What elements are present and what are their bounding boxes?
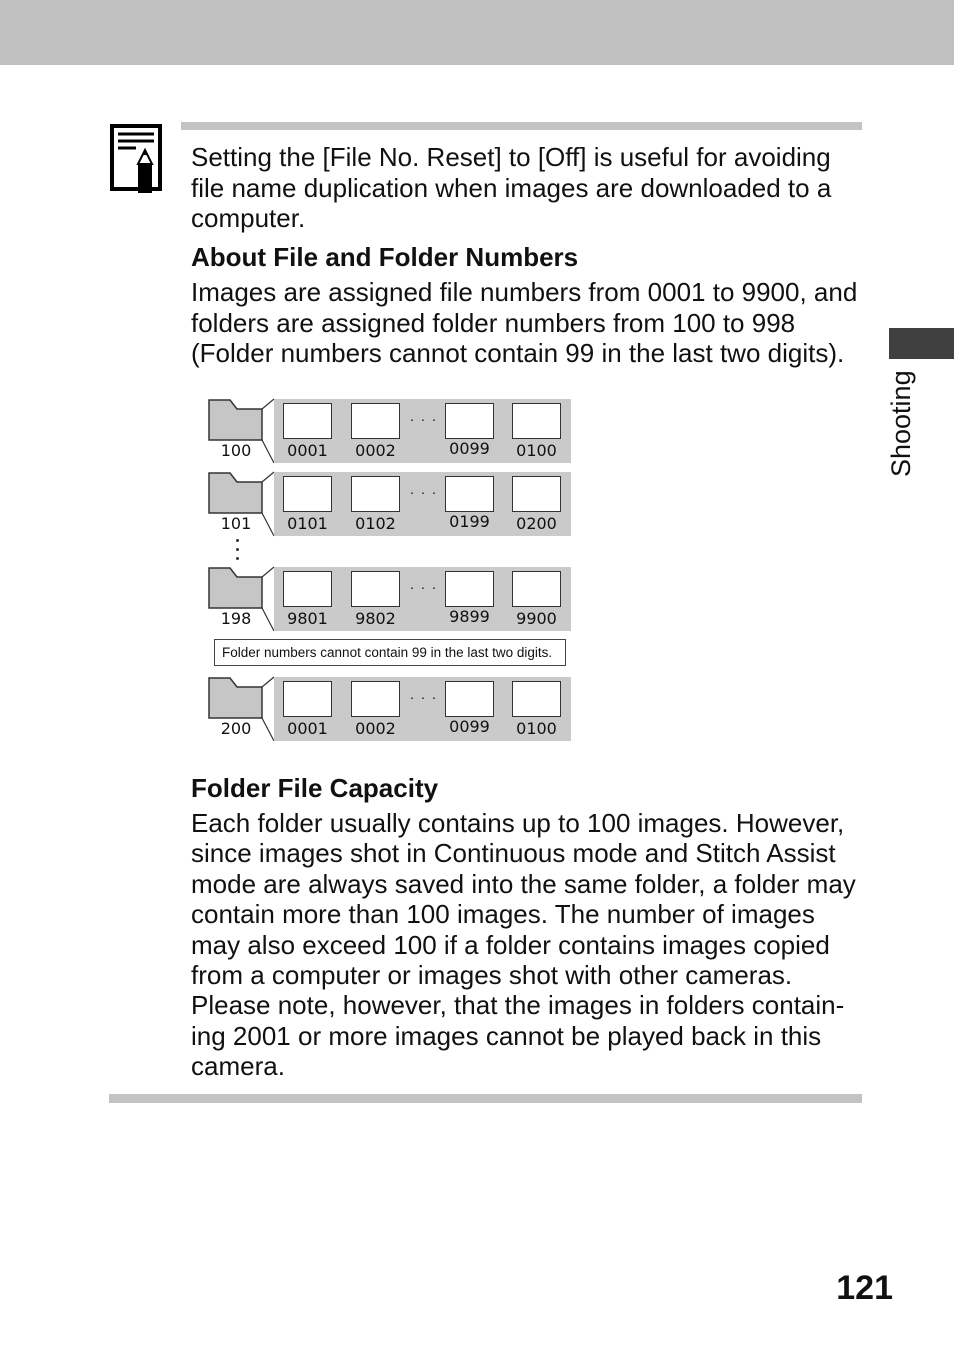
image-file-icon	[445, 681, 494, 717]
paragraph-line: Images are assigned file numbers from 0001 to 9900, and	[191, 277, 858, 307]
folder-file-diagram	[200, 390, 580, 750]
section-heading: About File and Folder Numbers	[191, 242, 579, 272]
note-pencil-icon	[108, 122, 166, 196]
folder-row	[200, 677, 580, 741]
paragraph-line: may also exceed 100 if a folder contains images copied	[191, 929, 830, 960]
file-number: 0001	[287, 441, 328, 460]
paragraph-line: folders are assigned folder numbers from 100 to 998	[191, 307, 796, 338]
file-number: 0199	[449, 512, 490, 531]
file-strip	[274, 472, 571, 536]
folder-row	[200, 399, 580, 463]
image-file-icon	[512, 681, 561, 717]
image-file-icon	[445, 403, 494, 439]
paragraph-line: (Folder numbers cannot contain 99 in the last two digits).	[191, 338, 845, 368]
folder-number-notice: Folder numbers cannot contain 99 in the last two digits.	[214, 639, 566, 666]
file-number: 0101	[287, 514, 328, 533]
folder-number: 200	[220, 719, 252, 738]
image-file-icon	[445, 571, 494, 607]
paragraph-line: since images shot in Continuous mode and Stitch Assist	[191, 838, 836, 869]
file-number: 0002	[355, 719, 396, 738]
image-file-icon	[283, 571, 332, 607]
file-number: 9802	[355, 609, 396, 628]
ellipsis: . . .	[410, 408, 438, 424]
section-paragraph	[191, 808, 856, 1082]
folder-shape	[209, 400, 262, 440]
image-file-icon	[445, 476, 494, 512]
paragraph-line: Each folder usually contains up to 100 images. However,	[191, 808, 845, 838]
image-file-icon	[512, 476, 561, 512]
vertical-ellipsis-dot	[236, 557, 239, 560]
folder-row	[200, 567, 580, 631]
image-file-icon	[351, 476, 400, 512]
section-paragraph	[191, 277, 857, 369]
file-number: 9900	[516, 609, 557, 628]
folder-number: 100	[220, 441, 252, 460]
folder-number: 101	[220, 514, 252, 533]
vertical-ellipsis-dot	[236, 548, 239, 551]
paragraph-line: camera.	[191, 1051, 285, 1082]
file-number: 0100	[516, 441, 557, 460]
image-file-icon	[351, 403, 400, 439]
image-file-icon	[283, 476, 332, 512]
note-paragraph	[191, 142, 831, 234]
file-strip	[274, 399, 571, 463]
image-file-icon	[283, 681, 332, 717]
file-number: 0002	[355, 441, 396, 460]
folder-shape	[209, 473, 262, 513]
section-heading: Folder File Capacity	[191, 773, 439, 803]
note-icon-pencil-body	[138, 164, 152, 193]
paragraph-line: mode are always saved into the same folder, a folder may	[191, 868, 856, 899]
callout-line-bottom	[262, 513, 274, 536]
file-number: 0001	[287, 719, 328, 738]
paragraph-line: from a computer or images shot with other cameras.	[191, 959, 793, 990]
callout-line-bottom	[262, 608, 274, 631]
page-number: 121	[836, 1269, 893, 1307]
callout-line-top	[262, 399, 274, 409]
section-tab-label: Shooting	[886, 370, 916, 478]
folder-shape	[209, 678, 262, 718]
image-file-icon	[351, 571, 400, 607]
paragraph-line: Please note, however, that the images in folders contain-	[191, 990, 845, 1021]
file-number: 0102	[355, 514, 396, 533]
file-number: 0099	[449, 439, 490, 458]
header-bar	[0, 0, 954, 65]
folder-shape	[209, 568, 262, 608]
ellipsis: . . .	[410, 481, 438, 497]
file-number: 9801	[287, 609, 328, 628]
bottom-divider	[109, 1094, 862, 1103]
file-number: 0100	[516, 719, 557, 738]
note-text-line: computer.	[191, 203, 306, 233]
paragraph-line: contain more than 100 images. The number of images	[191, 899, 815, 930]
file-number: 0099	[449, 717, 490, 736]
file-number: 0200	[516, 514, 557, 533]
file-number: 9899	[449, 607, 490, 626]
paragraph-line: ing 2001 or more images cannot be played back in this	[191, 1020, 822, 1051]
file-strip	[274, 567, 571, 631]
callout-line-top	[262, 677, 274, 687]
image-file-icon	[512, 571, 561, 607]
image-file-icon	[512, 403, 561, 439]
top-divider	[181, 122, 862, 130]
file-strip	[274, 677, 571, 741]
callout-line-top	[262, 472, 274, 482]
section-tab-marker	[889, 328, 954, 359]
image-file-icon	[351, 681, 400, 717]
ellipsis: . . .	[410, 686, 438, 702]
callout-line-bottom	[262, 718, 274, 741]
callout-line-top	[262, 567, 274, 577]
callout-line-bottom	[262, 440, 274, 463]
note-text-line: file name duplication when images are downloaded to a	[191, 172, 832, 203]
image-file-icon	[283, 403, 332, 439]
note-text-line: Setting the [File No. Reset] to [Off] is useful for avoiding	[191, 142, 831, 172]
ellipsis: . . .	[410, 576, 438, 592]
vertical-ellipsis-dot	[236, 539, 239, 542]
folder-row	[200, 472, 580, 536]
folder-number: 198	[220, 609, 252, 628]
